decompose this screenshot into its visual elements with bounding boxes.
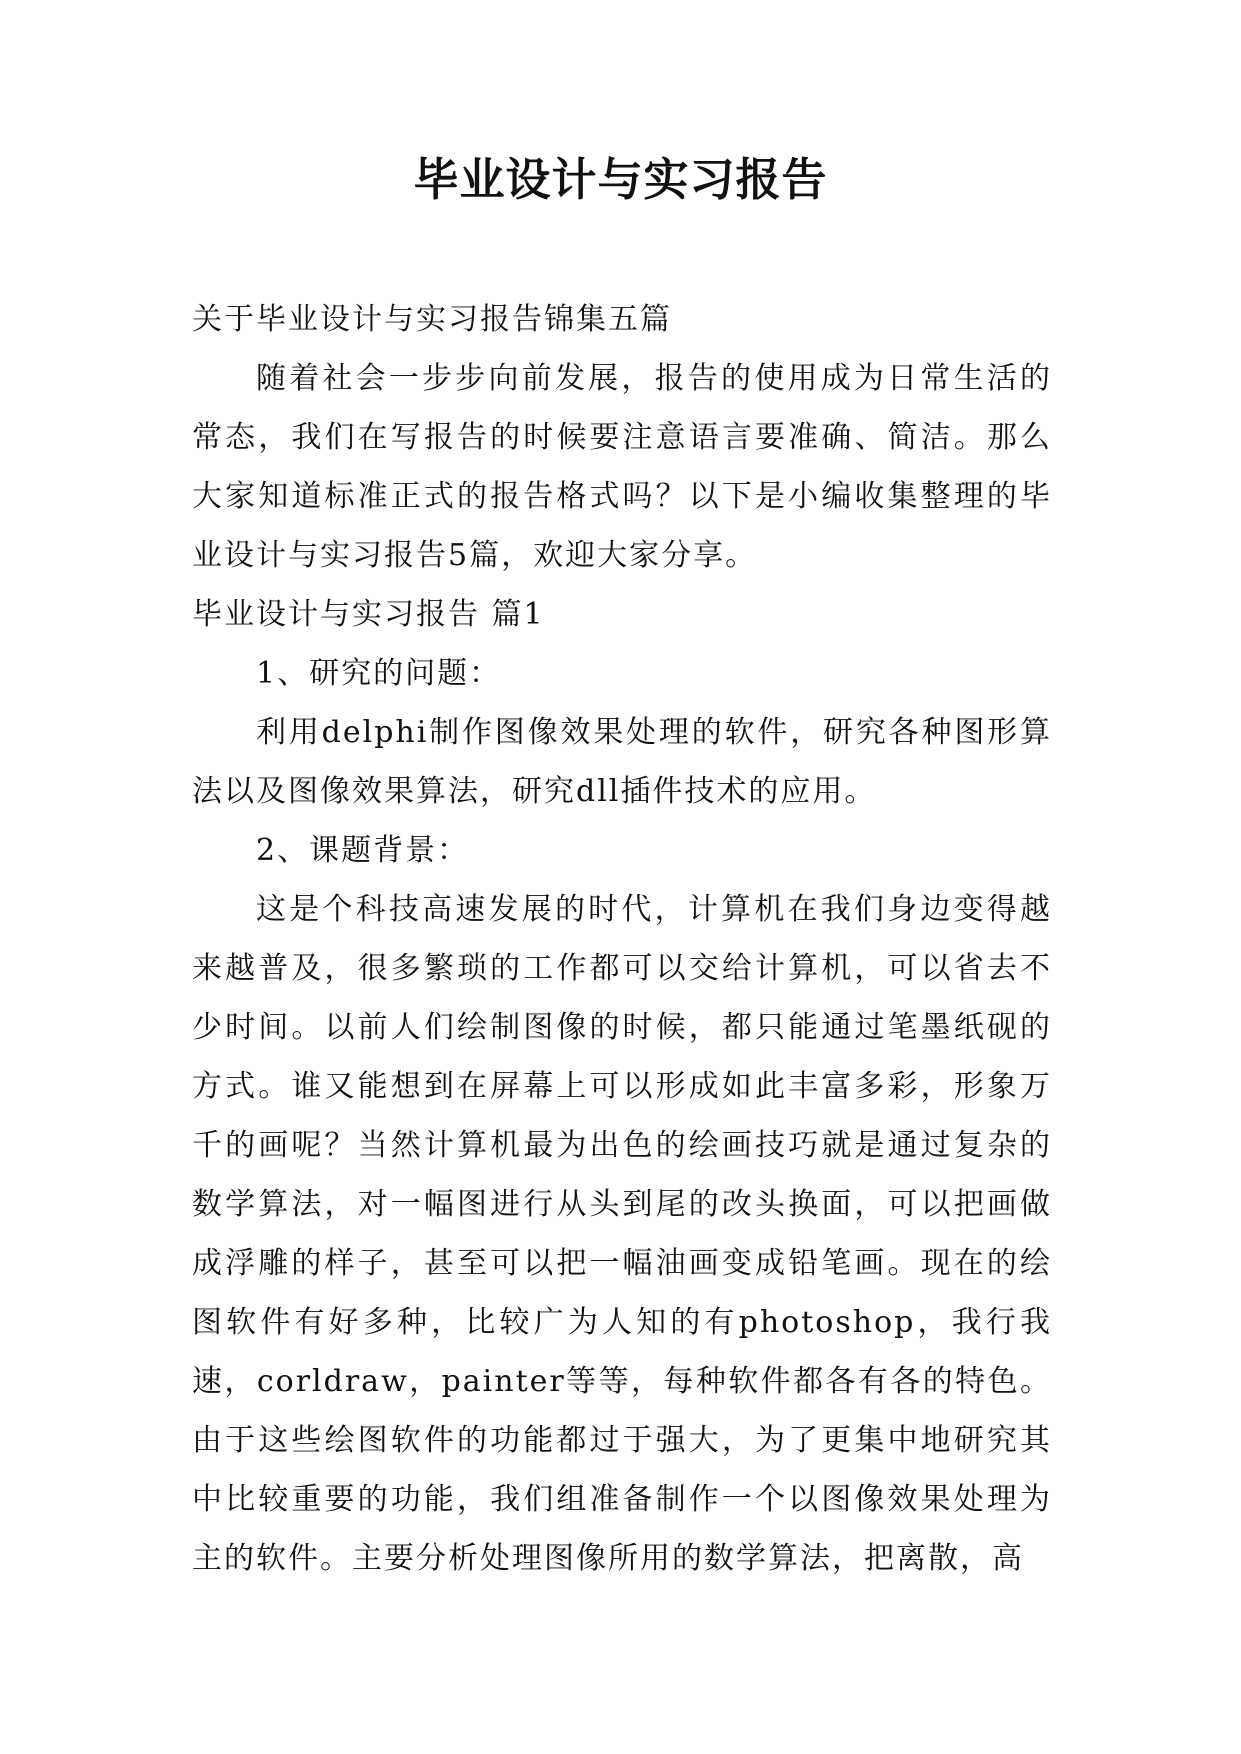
- section-heading: 毕业设计与实习报告 篇1: [192, 597, 545, 632]
- research-question-paragraph: 利用delphi制作图像效果处理的软件，研究各种图形算法以及图像效果算法，研究dll插件技术的应用。: [192, 715, 1052, 809]
- document-title: 毕业设计与实习报告: [413, 153, 828, 206]
- document-subtitle: 关于毕业设计与实习报告锦集五篇: [192, 302, 672, 337]
- subheading-research-question: 1、研究的问题：: [256, 656, 502, 691]
- background-paragraph: 这是个科技高速发展的时代，计算机在我们身边变得越来越普及，很多繁琐的工作都可以交给计算机，可以省去不少时间。以前人们绘制图像的时候，都只能通过笔墨纸砚的方式。谁又能想到在屏幕上可以形成如此丰富多彩，形象万千的画呢？当然计算机最为出色的绘画技巧就是通过复杂的数学算法，对一幅图进行从头到尾的改头换面，可以把画做成浮雕的样子，甚至可以把一幅油画变成铅笔画。现在的绘图软件有好多种，比较广为人知的有photoshop，我行我速，corldraw，painter等等，每种软件都各有各的特色。由于这些绘图软件的功能都过于强大，为了更集中地研究其中比较重要的功能，我们组准备制作一个以图像效果处理为主的软件。主要分析处理图像所用的数学算法，把离散，高: [192, 892, 1052, 1576]
- subheading-background: 2、课题背景：: [256, 833, 470, 868]
- document-body: [192, 290, 1052, 1588]
- intro-paragraph: 随着社会一步步向前发展，报告的使用成为日常生活的常态，我们在写报告的时候要注意语言要准确、简洁。那么大家知道标准正式的报告格式吗？以下是小编收集整理的毕业设计与实习报告5篇，欢迎大家分享。: [192, 361, 1052, 573]
